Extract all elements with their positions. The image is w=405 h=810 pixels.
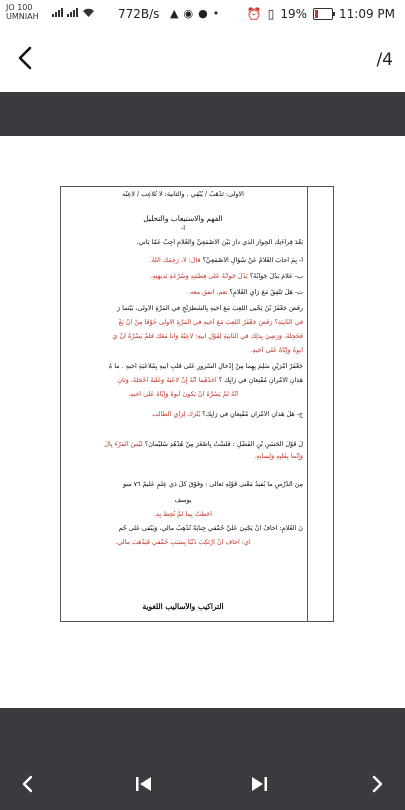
signal-icons [52, 7, 95, 18]
document-line: الأولى: تَذْهَبُ / يُبْقِي . والثانية: لا تُلاعِب / لاعِبْه [122, 191, 244, 198]
document-line: جَعْفَرٌ أَمْرَيْنِ سَلِمَ بِهِما مِنْ إِدْخالِ السُّرورِ عَلى قَلْبِ أَبيهِ بِمُلاعَبَةِ أَخيهِ . ما هُ [108, 363, 303, 370]
alert-icon: ▲ [170, 7, 179, 20]
document-line: أَبوهُ وَإيّاهُ عَلى أَخيهِ. [250, 347, 303, 354]
document-line: في الثّانِيَةِ؟ رَفَضَ جَعْفَرُ اللَّعِبَ مَعَ أَخيهِ في المَرَّةِ الأُولى خَوْفًا مِنْ أَنْ يَغْ [118, 319, 303, 326]
document-line: ج- هَلْ هَذانِ الأَمْرانِ مُقْنِعانِ في رَأْيِكَ؟ يُتْرَكُ لِرَأيِ الطالب [152, 411, 303, 418]
carrier-label [6, 3, 39, 21]
vibrate-icon: ▯ [267, 7, 275, 21]
document-line: يوسف [174, 497, 192, 504]
status-right [247, 7, 395, 21]
document-line: رفَضَ جَعْفَرُ بْنُ يَحْيى اللَّعِبَ مَعَ أَخيهِ بِالشِّطْرَنْجِ في المَرَّةِ الأُولى، بَيْنَما رَ [117, 305, 303, 312]
carrier-bottom: UMNIAH [6, 12, 39, 21]
wifi-icon [82, 7, 95, 18]
table-column-divider [307, 187, 308, 621]
document-line: ت- هَلْ تَتَّفِقُ مَعَ رَأْيِ الغُلامِ؟ نعم، أتفق معه. [188, 289, 303, 296]
document-line: الفهم والاستيعاب والتحليل [143, 215, 223, 223]
network-speed: 772B/s [118, 7, 160, 21]
battery-percent: 19% [280, 7, 307, 21]
more-dots-icon: • [212, 7, 220, 20]
document-page[interactable] [60, 186, 334, 622]
battery-icon [313, 8, 333, 20]
document-line: أ- بِمَ أَجابَ الغُلامُ عَنْ سُؤالِ الأَصْمَعِيِّ؟ قالَ: لا، رَحِمَكَ اللهُ. [149, 257, 303, 264]
status-bar [0, 0, 405, 30]
chevron-left-icon[interactable] [16, 772, 40, 796]
document-text [63, 189, 303, 619]
page-navigation-bar [0, 708, 405, 810]
signal-icon [52, 8, 63, 17]
clock: 11:09 PM [339, 7, 395, 21]
notification-icons [170, 7, 219, 20]
carrier-top: JO 100 [6, 3, 33, 12]
document-line: أ- [181, 225, 185, 232]
document-line: لُّ قَوْلُ الحَسَنِ بْنِ الفَضْلِ : فَلَسْتُ بِأَصْغَرَ مِنْ هُدْهُدِ سُلَيْمانَ؟ لَيْسَ المَرْءُ بِالْ [104, 441, 303, 448]
back-arrow-icon[interactable] [12, 44, 40, 72]
document-line: فَخَجِلَهُ، وَرَضِيَ بِذلِكَ في الثّانِيَةِ لِقَوْلِ أَبيهِ: لاعِبْهُ وَأَنا مَعَكَ فَلَمْ يَسْرُّهُ أَنْ يَ [112, 333, 303, 340]
alarm-off-icon: ⏰ [246, 7, 262, 21]
document-line: أي: أخاف أَنْ أَرْتَكِبَ ذَنْبًا بِسَبَبِ حُمْقي فَيَذْهَبَ مالي. [115, 539, 251, 546]
document-line: أَحَطْتُ بِما لَمْ تُحِطْ بِهِ. [153, 511, 213, 518]
document-line: هَذانِ الأَمْرانِ مُقْنِعانِ في رَأْيِكَ ؟ أَحَدُهُما أَنَّهُ إِنْ لاعَبَهُ وَغَلَبَهُ أَخْجَلَهُ، وَثانِ [117, 377, 303, 384]
signal-icon-2 [67, 8, 78, 17]
document-line: نَ الغُلامِ: أَخافُ أَنْ يَجْنِيَ عَلَيَّ حُمْقي جِنايَةً تُذْهِبُ مالي، وَيَبْقى عَلى حُم [118, 525, 303, 532]
document-line: مِنَ الدَّرْسِ ما يُفيدُ مَعْنى قَوْلِهِ تَعالى : وَفَوْقَ كُلِّ ذي عِلْمٍ عَليمٌ ٧٦ سو [122, 481, 303, 488]
document-line: بَعْدَ قِراءَتِكَ الحِوارَ الَّذي دارَ بَيْنَ الأَصْمَعِيِّ وَالغُلامِ أَجِبْ عَمّا يَأْتي. [136, 239, 303, 246]
skip-last-icon[interactable] [247, 772, 271, 796]
facebook-icon: ● [198, 7, 208, 20]
skip-first-icon[interactable] [132, 772, 156, 796]
page-indicator: /4 [376, 50, 393, 70]
chevron-right-icon[interactable] [365, 772, 389, 796]
document-line: أَنَّهُ لَمْ يَسُرَّهُ أَنْ يَكونَ أَبوهُ وَإيّاهُ عَلى أَخيهِ. [127, 391, 239, 398]
app-toolbar [0, 30, 405, 90]
document-line: التراكيب والأساليب اللغوية [142, 603, 224, 611]
document-line: وَإِنَّما بِقَلْبِهِ وَلِسانِهِ. [254, 453, 303, 460]
viewer-top-band [0, 92, 405, 136]
messenger-icon: ◉ [183, 7, 194, 20]
document-line: ب- عَلامَ يَدُلُّ جَوابُهُ؟ يَدُلُّ جَوابُهُ عَلى فِطْنَتِهِ وَسُرْعَةِ بَديهَتِهِ. [150, 273, 303, 280]
